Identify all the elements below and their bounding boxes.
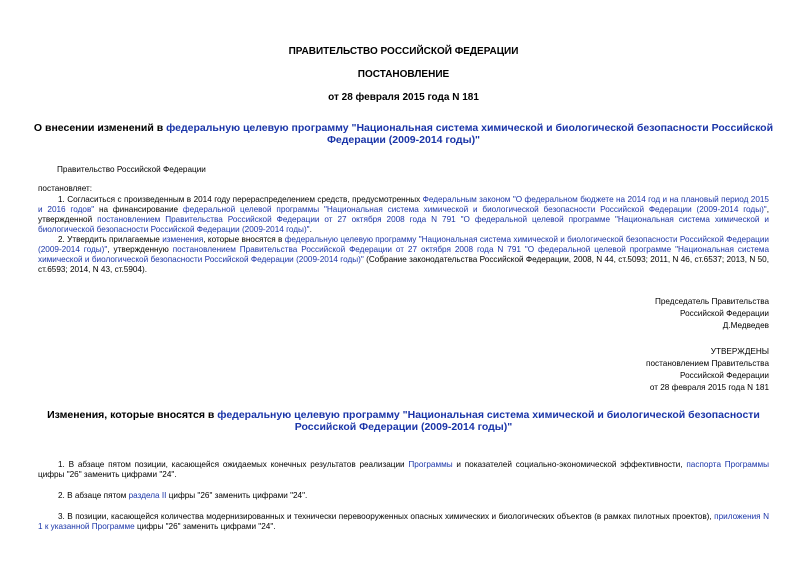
p1-budget-law-link[interactable]: Федеральным законом "О федеральном бюджете на 2014 год и на плановый период 2015 и 2016 годов"	[38, 195, 769, 214]
signature-line-1: Председатель Правительства	[654, 297, 769, 306]
p1-resolution-link[interactable]: постановлением Правительства Российской Федерации от 27 октября 2008 года N 791 "О федеральной целевой программе "Национальная система химической и биологической безопасности Российской Федерации (2009-2014 годы)"	[38, 215, 770, 234]
title-program-link[interactable]: федеральную целевую программу "Национальная система химической и биологической безопасности Российской Федерации (2009-2014 годы)"	[166, 122, 774, 146]
signature-line-2: Российской Федерации	[679, 309, 769, 318]
p2-text-1: 2. Утвердить прилагаемые	[58, 235, 160, 244]
government-header: ПРАВИТЕЛЬСТВО РОССИЙСКОЙ ФЕДЕРАЦИИ	[288, 46, 519, 57]
p1-text-1: 1. Согласиться с произведенным в 2014 году перераспределением средств, предусмотренных	[58, 195, 421, 204]
title-prefix: О внесении изменений в	[33, 122, 164, 134]
approved-block	[469, 346, 769, 394]
c1-program-link[interactable]: Программы	[408, 460, 453, 469]
c3-text-2: цифры "26" заменить цифрами "24".	[136, 522, 276, 531]
paragraph-2	[38, 235, 769, 275]
p1-text-3: , утвержденной	[38, 205, 769, 224]
p1-text-2: на финансирование	[99, 205, 179, 214]
paragraph-1	[38, 195, 769, 235]
p2-changes-link[interactable]: изменения	[162, 235, 204, 244]
intro-government: Правительство Российской Федерации	[57, 165, 206, 174]
p2-text-2: , которые вносятся в	[203, 235, 283, 244]
p2-program-link[interactable]: федеральную целевую программу "Национальная система химической и биологической безопасности Российской Федерации (2009-2014 годы)"	[38, 235, 770, 254]
c3-text-1: 3. В позиции, касающейся количества модернизированных и технически перевооруженных опасных химических и биологических объектов (в рамках пилотных проектов),	[58, 512, 712, 521]
approved-line-1: УТВЕРЖДЕНЫ	[710, 347, 769, 356]
document-date-number: от 28 февраля 2015 года N 181	[328, 92, 479, 103]
approved-line-3: Российской Федерации	[679, 371, 769, 380]
change-3	[38, 512, 769, 532]
signature-line-3: Д.Медведев	[722, 321, 769, 330]
c3-appendix-link[interactable]: приложения N 1 к указанной Программе	[38, 512, 769, 531]
p2-resolution-link[interactable]: постановлением Правительства Российской Федерации от 27 октября 2008 года N 791 "О федеральной целевой программе "Национальная система химической и биологической безопасности Российской Федерации (2009-2014 годы)"	[38, 245, 770, 264]
p1-program-link[interactable]: федеральной целевой программы "Национальная система химической и биологической безопасности Российской Федерации (2009-2014 годы)"	[182, 205, 767, 214]
p2-text-3: , утвержденную	[107, 245, 169, 254]
c2-text-2: цифры "26" заменить цифрами "24".	[168, 491, 308, 500]
signature-block	[469, 296, 769, 332]
c1-text-2: и показателей социально-экономической эффективности,	[456, 460, 683, 469]
intro-decides: постановляет:	[38, 184, 93, 193]
approved-line-2: постановлением Правительства	[646, 359, 769, 368]
change-1	[38, 460, 769, 480]
c1-text-1: 1. В абзаце пятом позиции, касающейся ожидаемых конечных результатов реализации	[58, 460, 405, 469]
c1-passport-link[interactable]: паспорта Программы	[686, 460, 770, 469]
p1-text-4: .	[309, 225, 312, 234]
c2-text-1: 2. В абзаце пятом	[58, 491, 127, 500]
c1-text-3: цифры "26" заменить цифрами "24".	[38, 470, 177, 479]
c2-section-link[interactable]: раздела II	[128, 491, 167, 500]
changes-title-prefix: Изменения, которые вносятся в	[47, 409, 215, 421]
p2-text-4: (Собрание законодательства Российской Федерации, 2008, N 44, ст.5093; 2011, N 46, ст.6537; 2013, N 50, ст.6593; 2014, N 43, ст.5904).	[38, 255, 769, 274]
document-type: ПОСТАНОВЛЕНИЕ	[357, 69, 450, 80]
change-2	[38, 491, 769, 501]
document-title	[30, 122, 777, 146]
changes-title-program-link[interactable]: федеральную целевую программу "Национальная система химической и биологической безопасности Российской Федерации (2009-2014 годы)"	[217, 409, 760, 433]
changes-title	[30, 409, 777, 433]
approved-line-4: от 28 февраля 2015 года N 181	[649, 383, 769, 392]
